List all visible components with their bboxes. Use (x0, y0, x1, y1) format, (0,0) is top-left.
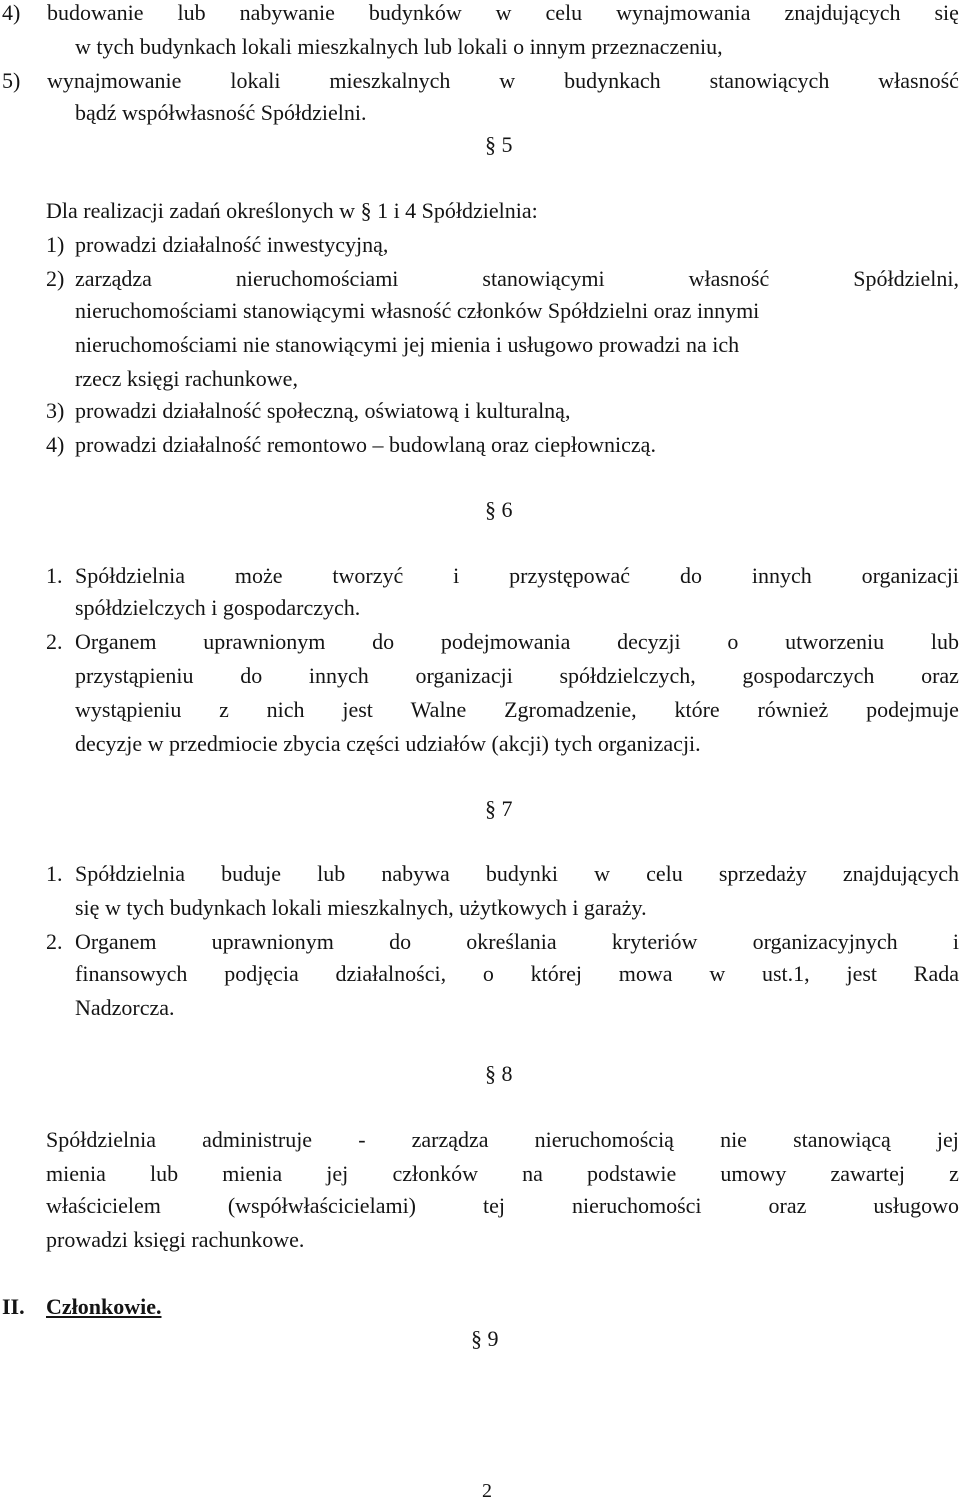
word: i (952, 929, 959, 954)
word: uprawnionym (211, 929, 334, 954)
word: zawartej (830, 1161, 905, 1186)
intro-item-5-number: 5) (2, 68, 21, 93)
section-6-item-2-line-2 (75, 663, 959, 689)
word: nieruchomością (534, 1127, 674, 1152)
word: na (522, 1161, 543, 1186)
word: tworzyć (332, 563, 404, 588)
word: organizacji (861, 563, 959, 588)
word: mowa (618, 961, 673, 986)
word: Zgromadzenie, (504, 697, 637, 722)
section-6-item-2-line-4: decyzje w przedmiocie zbycia części udziałów (akcji) tych organizacji. (75, 731, 701, 756)
word: nich (266, 697, 305, 722)
section-7-item-1-line-2: się w tych budynkach lokali mieszkalnych, użytkowych i garaży. (75, 895, 647, 920)
section-9-heading: § 9 (471, 1326, 499, 1351)
word: do (389, 929, 412, 954)
word: jej (326, 1161, 349, 1186)
word: której (530, 961, 582, 986)
word: przystąpieniu (75, 663, 194, 688)
section-5-item-1-text: prowadzi działalność inwestycyjną, (75, 232, 389, 257)
intro-item-4-line-2: w tych budynkach lokali mieszkalnych lub lokali o innym przeznaczeniu, (75, 34, 723, 59)
section-5-item-3-number: 3) (46, 398, 65, 423)
word: budynkach (564, 68, 661, 93)
section-5-item-2-line-3: nieruchomościami nie stanowiącymi jej mienia i usługowo prowadzi na ich (75, 332, 740, 357)
word: uprawnionym (203, 629, 326, 654)
word: do (679, 563, 702, 588)
word: lub (930, 629, 959, 654)
word: Spółdzielni, (853, 266, 959, 291)
word: Spółdzielnia (46, 1127, 156, 1152)
word: budynków (368, 0, 462, 25)
word: spółdzielczych, (559, 663, 696, 688)
word: zarządza (75, 266, 152, 291)
word: Rada (913, 961, 959, 986)
word: z (219, 697, 229, 722)
section-8-line-4: prowadzi księgi rachunkowe. (46, 1227, 305, 1252)
section-7-item-2-line-1 (75, 929, 959, 955)
section-5-item-4-number: 4) (46, 432, 65, 457)
section-8-line-2 (46, 1161, 959, 1187)
word: innych (751, 563, 812, 588)
word: usługowo (873, 1193, 959, 1218)
word: nieruchomościami (235, 266, 399, 291)
word: w (594, 861, 610, 886)
word: i (453, 563, 460, 588)
page-number: 2 (482, 1480, 492, 1502)
word: mieszkalnych (329, 68, 451, 93)
section-7-item-1-number: 1. (46, 861, 63, 886)
word: nabywa (381, 861, 450, 886)
section-6-heading: § 6 (485, 497, 513, 522)
word: również (757, 697, 829, 722)
word: podejmuje (866, 697, 959, 722)
word: decyzji (617, 629, 681, 654)
section-7-item-2-line-3: Nadzorcza. (75, 995, 175, 1020)
word: kryteriów (611, 929, 698, 954)
intro-item-5-line-1 (47, 68, 959, 94)
word: lub (317, 861, 346, 886)
intro-item-4-number: 4) (2, 0, 21, 25)
section-6-item-1-line-2: spółdzielczych i gospodarczych. (75, 595, 361, 620)
section-7-item-2-number: 2. (46, 929, 63, 954)
section-5-item-2-number: 2) (46, 266, 65, 291)
word: gospodarczych (742, 663, 875, 688)
section-5-item-2-line-1 (75, 266, 959, 292)
word: wynajmowanie (47, 68, 182, 93)
word: właścicielem (46, 1193, 161, 1218)
section-6-item-2-line-1 (75, 629, 959, 655)
word: umowy (720, 1161, 787, 1186)
word: z (949, 1161, 959, 1186)
word: jest (846, 961, 878, 986)
section-6-item-2-line-3 (75, 697, 959, 723)
word: jest (342, 697, 373, 722)
word: zarządza (411, 1127, 489, 1152)
word: celu (545, 0, 583, 25)
section-8-heading: § 8 (485, 1061, 513, 1086)
word: podjęcia (224, 961, 299, 986)
section-5-item-2-line-2: nieruchomościami stanowiącymi własność członków Spółdzielni oraz innymi (75, 298, 760, 323)
section-5-item-4-text: prowadzi działalność remontowo – budowlaną oraz ciepłowniczą. (75, 432, 656, 457)
word: jej (936, 1127, 959, 1152)
word: stanowiącą (793, 1127, 891, 1152)
word: się (934, 0, 959, 25)
word: mienia (222, 1161, 283, 1186)
section-6-item-1-number: 1. (46, 563, 63, 588)
word: własność (878, 68, 959, 93)
word: podejmowania (440, 629, 571, 654)
word: sprzedaży (718, 861, 807, 886)
word: oraz (921, 663, 959, 688)
section-8-line-1 (46, 1127, 959, 1153)
word: własność (688, 266, 770, 291)
intro-item-5-line-2: bądź współwłasność Spółdzielni. (75, 100, 367, 125)
word: lub (150, 1161, 179, 1186)
word: lub (177, 0, 206, 25)
word: do (240, 663, 263, 688)
section-6-item-1-line-1 (75, 563, 959, 589)
word: do (372, 629, 395, 654)
word: Spółdzielnia (75, 563, 185, 588)
word: tej (483, 1193, 506, 1218)
word: oraz (768, 1193, 807, 1218)
word: w (495, 0, 512, 25)
word: buduje (221, 861, 281, 886)
section-6-item-2-number: 2. (46, 629, 63, 654)
word: działalności, (335, 961, 447, 986)
word: nabywanie (239, 0, 335, 25)
chapter-number: II. (2, 1294, 25, 1319)
word: podstawie (587, 1161, 677, 1186)
section-7-item-2-line-2 (75, 961, 959, 987)
section-5-heading: § 5 (485, 132, 513, 157)
word: o (482, 961, 494, 986)
word: stanowiących (709, 68, 830, 93)
word: administruje (202, 1127, 313, 1152)
word: innych (308, 663, 369, 688)
section-5-lead: Dla realizacji zadań określonych w § 1 i 4 Spółdzielnia: (46, 198, 538, 223)
word: - (358, 1127, 366, 1152)
word: o (727, 629, 739, 654)
word: budowanie (47, 0, 144, 25)
word: w (709, 961, 726, 986)
chapter-title: Członkowie. (46, 1294, 162, 1319)
word: nieruchomości (572, 1193, 702, 1218)
section-7-item-1-line-1 (75, 861, 959, 887)
word: budynki (485, 861, 558, 886)
word: organizacyjnych (752, 929, 898, 954)
word: Organem (75, 929, 157, 954)
section-8-line-3 (46, 1193, 959, 1219)
section-7-heading: § 7 (485, 796, 513, 821)
word: (współwłaścicielami) (227, 1193, 417, 1218)
intro-item-4-line-1 (47, 0, 959, 26)
word: przystępować (509, 563, 631, 588)
word: ust.1, (761, 961, 810, 986)
word: mienia (46, 1161, 106, 1186)
word: określania (466, 929, 557, 954)
word: Walne (410, 697, 467, 722)
word: celu (646, 861, 683, 886)
word: organizacji (415, 663, 513, 688)
word: wynajmowania (616, 0, 751, 25)
word: znajdujących (842, 861, 959, 886)
word: nie (720, 1127, 747, 1152)
word: Spółdzielnia (75, 861, 185, 886)
section-5-item-2-line-4: rzecz księgi rachunkowe, (75, 366, 298, 391)
word: może (234, 563, 283, 588)
word: utworzeniu (785, 629, 885, 654)
word: członków (392, 1161, 478, 1186)
word: lokali (230, 68, 281, 93)
word: które (674, 697, 720, 722)
section-5-item-3-text: prowadzi działalność społeczną, oświatową i kulturalną, (75, 398, 571, 423)
section-5-item-1-number: 1) (46, 232, 65, 257)
word: finansowych (75, 961, 188, 986)
word: wystąpieniu (75, 697, 182, 722)
word: Organem (75, 629, 157, 654)
word: stanowiącymi (482, 266, 605, 291)
word: znajdujących (784, 0, 901, 25)
word: w (499, 68, 516, 93)
